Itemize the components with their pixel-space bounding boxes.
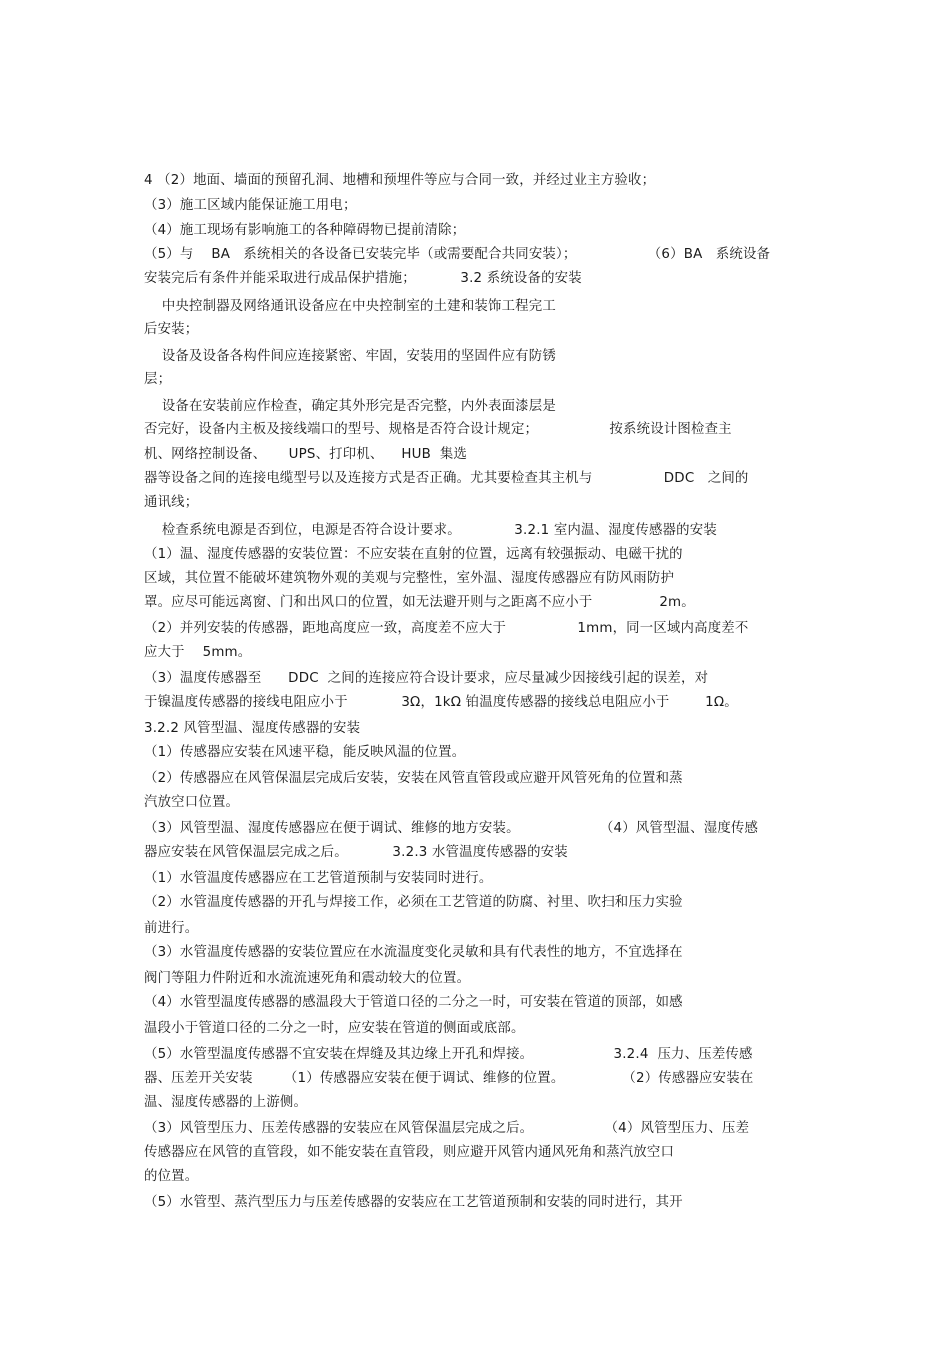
text-line: 器应安装在风管保温层完成之后。 3.2.3 水管温度传感器的安装 bbox=[144, 845, 568, 860]
text-line: 否完好，设备内主板及接线端口的型号、规格是否符合设计规定； 按系统设计图检查主 bbox=[144, 422, 732, 437]
text-line: 区域，其位置不能破坏建筑物外观的美观与完整性，室外温、湿度传感器应有防风雨防护 bbox=[144, 571, 675, 586]
text-line: 器等设备之间的连接电缆型号以及连接方式是否正确。尤其要检查其主机与 DDC 之间的 bbox=[144, 471, 749, 486]
text-line: 后安装； bbox=[144, 322, 199, 337]
text-line: （1）传感器应安装在风速平稳，能反映风温的位置。 bbox=[144, 745, 466, 760]
text-line: 于镍温度传感器的接线电阻应小于 3Ω，1kΩ 铂温度传感器的接线总电阻应小于 1Ω。 bbox=[144, 695, 738, 710]
text-line: 罩。应尽可能远离窗、门和出风口的位置，如无法避开则与之距离不应小于 2m。 bbox=[144, 595, 695, 610]
text-line: （3）风管型温、湿度传感器应在便于调试、维修的地方安装。 （4）风管型温、湿度传感 bbox=[144, 821, 759, 836]
text-line: 应大于 5mm。 bbox=[144, 645, 252, 660]
text-line: （1）水管温度传感器应在工艺管道预制与安装同时进行。 bbox=[144, 871, 493, 886]
text-line: （3）温度传感器至 DDC 之间的连接应符合设计要求，应尽量减少因接线引起的误差，对 bbox=[144, 671, 709, 686]
text-line: 3.2.2 风管型温、湿度传感器的安装 bbox=[144, 721, 361, 736]
text-line: 机、网络控制设备、 UPS、打印机、 HUB 集选 bbox=[144, 447, 468, 462]
text-line: 通讯线； bbox=[144, 495, 199, 510]
text-line: （3）施工区域内能保证施工用电； bbox=[144, 198, 357, 213]
text-line: 4 （2）地面、墙面的预留孔洞、地槽和预埋件等应与合同一致，并经过业主方验收； bbox=[144, 173, 656, 188]
text-line: 传感器应在风管的直管段，如不能安装在直管段，则应避开风管内通风死角和蒸汽放空口 bbox=[144, 1145, 675, 1160]
text-line: 的位置。 bbox=[144, 1169, 199, 1184]
text-line: 安装完后有条件并能采取进行成品保护措施； 3.2 系统设备的安装 bbox=[144, 271, 582, 286]
text-line: 温、湿度传感器的上游侧。 bbox=[144, 1095, 308, 1110]
text-line: 汽放空口位置。 bbox=[144, 795, 240, 810]
text-line: （2）传感器应在风管保温层完成后安装，安装在风管直管段或应避开风管死角的位置和蒸 bbox=[144, 771, 683, 786]
text-line: （4）施工现场有影响施工的各种障碍物已提前清除； bbox=[144, 223, 466, 238]
text-line: 温段小于管道口径的二分之一时，应安装在管道的侧面或底部。 bbox=[144, 1021, 525, 1036]
text-line: 中央控制器及网络通讯设备应在中央控制室的土建和装饰工程完工 bbox=[144, 299, 556, 314]
text-line: （5）与 BA 系统相关的各设备已安装完毕（或需要配合共同安装）； （6）BA 系统设备 bbox=[144, 247, 771, 262]
text-line: （5）水管型温度传感器不宜安装在焊缝及其边缘上开孔和焊接。 3.2.4 压力、压差传感 bbox=[144, 1047, 753, 1062]
text-line: （2）并列安装的传感器，距地高度应一致，高度差不应大于 1mm，同一区域内高度差不 bbox=[144, 621, 749, 636]
text-line: （2）水管温度传感器的开孔与焊接工作，必须在工艺管道的防腐、衬里、吹扫和压力实验 bbox=[144, 895, 683, 910]
text-line: 器、压差开关安装 （1）传感器应安装在便于调试、维修的位置。 （2）传感器应安装在 bbox=[144, 1071, 754, 1086]
text-line: 层； bbox=[144, 372, 172, 387]
text-line: （5）水管型、蒸汽型压力与压差传感器的安装应在工艺管道预制和安装的同时进行，其开 bbox=[144, 1195, 683, 1210]
text-line: 设备在安装前应作检查，确定其外形完是否完整，内外表面漆层是 bbox=[144, 399, 556, 414]
text-line: 阀门等阻力件附近和水流流速死角和震动较大的位置。 bbox=[144, 971, 471, 986]
text-line: 前进行。 bbox=[144, 921, 199, 936]
text-line: （3）风管型压力、压差传感器的安装应在风管保温层完成之后。 （4）风管型压力、压差 bbox=[144, 1121, 750, 1136]
text-line: （4）水管型温度传感器的感温段大于管道口径的二分之一时，可安装在管道的顶部，如感 bbox=[144, 995, 683, 1010]
text-line: （1）温、湿度传感器的安装位置：不应安装在直射的位置，远离有较强振动、电磁干扰的 bbox=[144, 547, 683, 562]
text-line: 设备及设备各构件间应连接紧密、牢固，安装用的坚固件应有防锈 bbox=[144, 349, 556, 364]
text-line: 检查系统电源是否到位，电源是否符合设计要求。 3.2.1 室内温、湿度传感器的安装 bbox=[144, 523, 717, 538]
text-line: （3）水管温度传感器的安装位置应在水流温度变化灵敏和具有代表性的地方，不宜选择在 bbox=[144, 945, 683, 960]
